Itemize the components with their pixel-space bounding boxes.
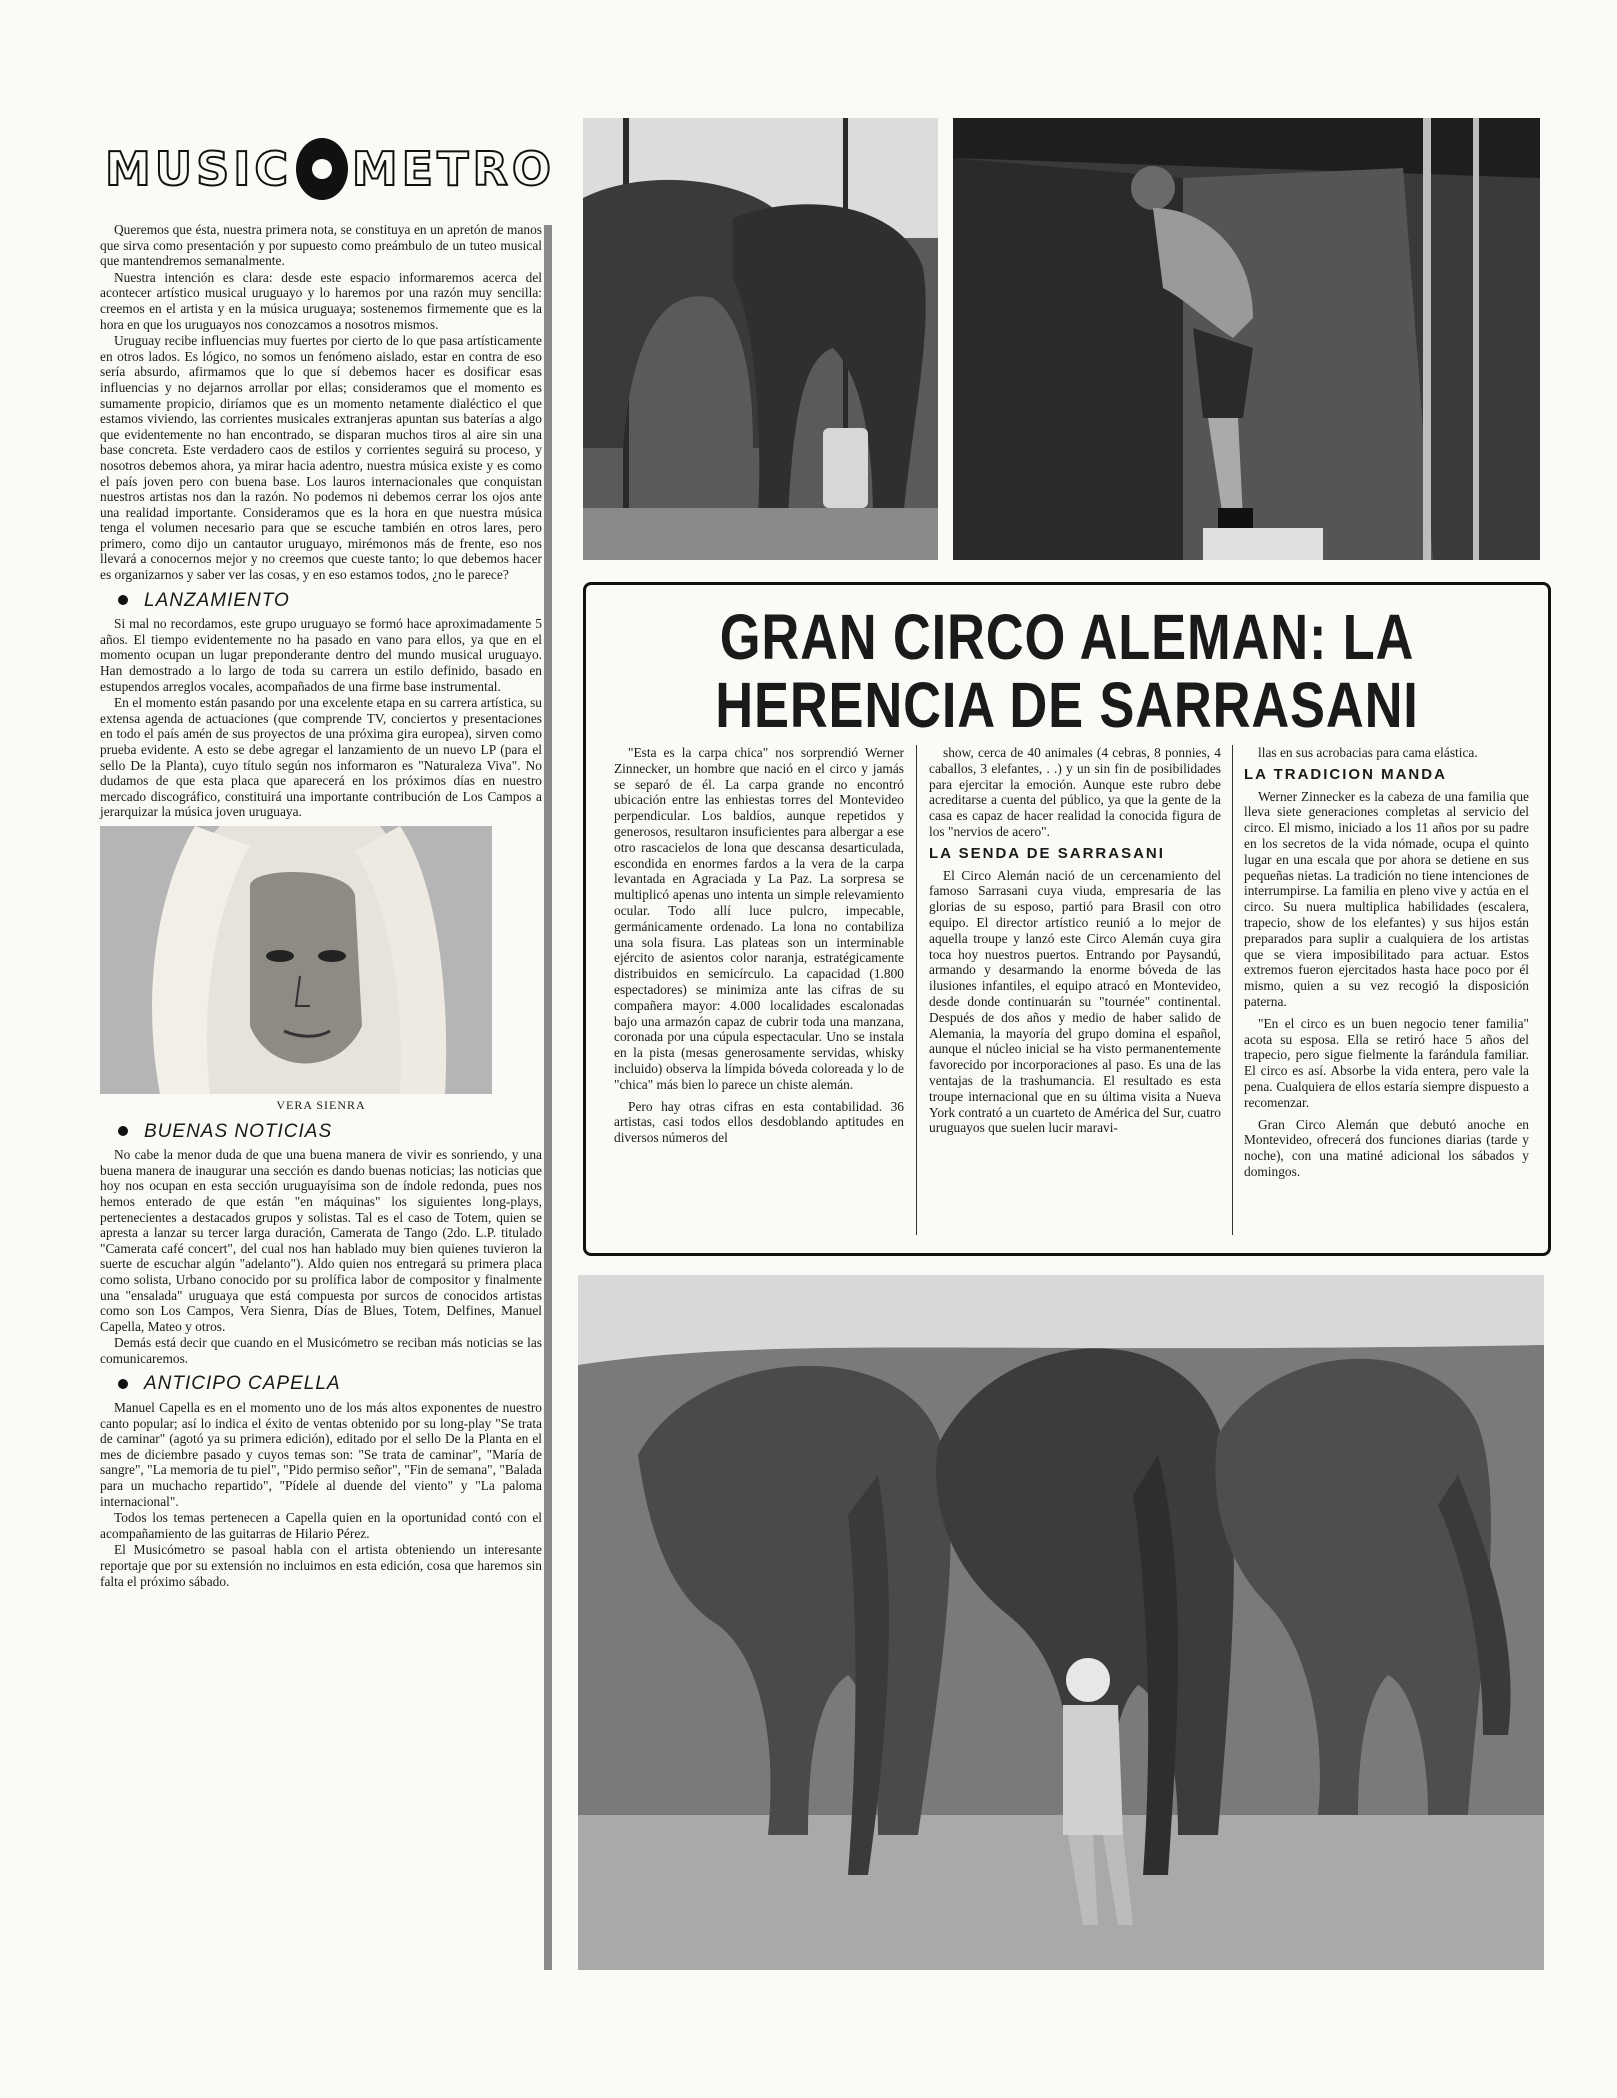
article-paragraph: "Esta es la carpa chica" nos sorprendió Werner Zinnecker, un hombre que nació en el circo y jamás se separó de él. La carpa grande no encontró ubicación entre las enhiestas torres del Montevideo perpendicular. Los baldíos, aunque repetidos y generosos, resultaron insuficientes para albergar a ese otro rascacielos de lona que descansa desarticulada, escondida en enormes fardos a la vera de la carpa levantada en Agraciada y La Paz. La sorpresa se multiplicó apenas uno intenta un simple relevamiento ocular. Todo allí luce pulcro, impecable, germánicamente ordenado. La lona no contabiliza una sola fisura. Las plateas son un interminable ejército de asientos color naranja, estratégicamente distribuidos en semicírculo. La capacidad (1.800 espectadores) se minimiza ante las cifras de su compañera mayor: 4.000 localidades escalonadas bajo una armazón capaz de cubrir toda una manzana, coronada por una cúpula espectacular. Uno se instala en la pista (mesas generosamente servidas, whisky incluido) observa la límpida bóveda coloreada y lo de "chica" más bien lo parece un chiste alemán. [614,745,904,1092]
article-paragraph: Pero hay otras cifras en esta contabilidad. 36 artistas, casi todos ellos desdoblando aptitudes en diversos números del [614,1098,904,1146]
section-heading-buenas-noticias [118,1120,542,1142]
article-paragraph: Gran Circo Alemán que debutó anoche en Montevideo, ofrecerá dos funciones diarias (tarde y noche), con una matiné adicional los sábados y domingos. [1244,1116,1529,1179]
section-paragraph: En el momento están pasando por una excelente etapa en su carrera artística, su extensa agenda de actuaciones (que comprende TV, conciertos y presentaciones en todo el país amén de sus proyectos de una próxima gira europea), sirven como prueba evidente. A esto se debe agregar el lanzamiento de un nuevo LP (para el sello De la Planta), cuyo título según nos informaron es "Naturaleza Viva". No dudamos de que esta placa que aparecerá en los próximos días en nuestro mercado discográfico, constituirá una importante contribución de Los Campos a jerarquizar la música joven uruguaya. [100,695,542,820]
masthead-music: MUSIC [105,142,293,196]
article-headline [673,603,1462,739]
column-rule [1232,745,1233,1235]
section-title: LANZAMIENTO [144,589,290,611]
article-paragraph: show, cerca de 40 animales (4 cebras, 8 ponnies, 4 caballos, 3 elefantes, . .) y un sin fin de posibilidades para ejercitar la emoción. Aunque este rubro debe acreditarse a cuenta del público, ya que la gente de la casa es capaz de hacer realidad la conocida figura de los "nervios de acero". [929,745,1221,839]
record-disc-icon [296,138,348,200]
photo-caption: VERA SIENRA [276,1097,366,1112]
article-column-3 [1244,745,1529,1186]
section-paragraph: Manuel Capella es en el momento uno de los más altos exponentes de nuestro canto popular; así lo indica el éxito de ventas obtenido por su long-play "Se trata de caminar" (agotó ya su primera edición), editado por el sello De la Planta en el mes de diciembre pasado y cuyos temas son: "Se trata de caminar", "María de sangre", "La memoria de tu piel", "Pido permiso señor", "Fin de semana", "Balada para un muchacho repartido", "Pídele al duende del viento" y "La paloma internacional". [100,1400,542,1509]
acrobat-trailer-photo [953,118,1540,560]
section-paragraph: Todos los temas pertenecen a Capella quien en la oportunidad contó con el acompañamiento de las guitarras de Hilario Pérez. [100,1510,542,1541]
bullet-icon [118,595,128,605]
intro-paragraph: Nuestra intención es clara: desde este espacio informaremos acerca del acontecer artístico musical uruguayo y lo haremos por una razón muy sencilla: creemos en el artista y en la música uruguaya; sostenemos firmemente que es la hora en que los uruguayos nos conozcamos a nosotros mismos. [100,269,542,332]
article-paragraph: "En el circo es un buen negocio tener familia" acota su esposa. Ella se retiró hace 5 años del trapecio, pero sigue fielmente la farándula familiar. El circo es así. Absorbe la vida entera, pero vale la pena. Cualquiera de ellos estaría siempre dispuesto a recomenzar. [1244,1015,1529,1110]
intro-paragraph: Uruguay recibe influencias muy fuertes por cierto de lo que pasa artísticamente en otros lados. Es lógico, no somos un fenómeno aislado, estar en contra de eso sería absurdo, afirmamos que lo que sí debemos hacer es dosificar esas influencias y no dejarnos arrollar por ellas; consideramos que el momento es sumamente propicio, diríamos que es un momento netamente dialéctico el que estamos viviendo, las corrientes musicales extranjeras apuntan sus baterías a algo que evidentemente no han encontrado, se disparan muchos tiros al aire sin una base concreta. Este verdadero caos de estilos y corrientes seguirá su proceso, y nosotros debemos ahora, ya mirar hacia adentro, nuestra música existe y es como el país joven pero con buena base. Los lauros internacionales que conquistan nuestros artistas nos dan la razón. No podemos ni debemos cerrar los ojos ante una realidad importante. Consideramos que es la hora en que nuestra música tenga el volumen necesario para que se escuche también en otros lares, pero primero, como dijo un cantautor uruguayo, mirémonos más de frente, eso nos llevará a conocernos mejor y no creemos que cueste tanto; lo que debemos hacer es organizarnos y saber ver las cosas, y en eso estamos todos, ¿no le parece? [100,333,542,583]
section-title: BUENAS NOTICIAS [144,1120,333,1142]
column-divider [544,225,552,1970]
musicometro-masthead [105,140,555,198]
section-paragraph: No cabe la menor duda de que una buena manera de vivir es sonriendo, y una buena manera de inaugurar una sección es dando buenas noticias; las noticias que hoy nos ocupan en esta sección uruguayísima son de índole redonda, pues nos hemos enterado de que están "en máquinas" los siguientes long-plays, pertenecientes a destacados grupos y solistas. Tal es el caso de Totem, quien se apresta a lanzar su tercer larga duración, Camerata de Tango (2do. L.P. titulado "Camerata café concert", del cual nos han hablado muy bien quienes tuvieron la suerte de escuchar algún "adelanto"). Aldo quien nos entregará su primera placa como solista, Urbano conocido por su prolífica labor de compositor y finalmente una "ensalada" uruguaya que está compuesta por surcos de conocidos artistas como son Los Campos, Vera Sienra, Días de Blues, Totem, Delfines, Manuel Capella, Mateo y otros. [100,1147,542,1334]
article-subheading: LA SENDA DE SARRASANI [929,844,1165,862]
headline-line-2: HERENCIA DE SARRASANI [715,669,1419,741]
elephants-drinking-photo [583,118,938,560]
section-paragraph: Demás está decir que cuando en el Musicómetro se reciban más noticias se las comunicaremos. [100,1335,542,1366]
article-paragraph: Werner Zinnecker es la cabeza de una familia que lleva siete generaciones completas al servicio del circo. El mismo, iniciado a los 11 años por su padre en los secretos de la vida nómade, ocupa el quinto lugar en una escala que por ahora se detiene en sus pequeñas nietas. La tradición no tiene intenciones de interrumpirse. La familia en pleno vive y actúa en el circo. Su nuera multiplica habilidades (escalera, trapecio, show de los elefantes) y sus hijos están preparados para suplir a cualquiera de los artistas que se viera imposibilitado para actuar. Estos extremos fueron ejercitados hasta hace poco por él mismo, quien a su vez recogió la disposición paterna. [1244,788,1529,1009]
vera-sienra-photo [100,826,492,1094]
section-heading-anticipo-capella [118,1373,542,1395]
section-title: ANTICIPO CAPELLA [144,1373,341,1395]
column-rule [916,745,917,1235]
bullet-icon [118,1126,128,1136]
section-heading-lanzamiento [118,589,542,611]
article-subheading: LA TRADICION MANDA [1244,765,1447,783]
section-paragraph: El Musicómetro se pasoal habla con el artista obteniendo un interesante reportaje que por su extensión no incluimos en esta edición, cosa que haremos sin falta el próximo sábado. [100,1542,542,1589]
article-paragraph: llas en sus acrobacias para cama elástica. [1258,745,1478,760]
article-paragraph: El Circo Alemán nació de un cercenamiento del famoso Sarrasani cuya viuda, empresaria de las glorias de su esposo, partió para Brasil con otro equipo. El director artístico reunió a lo mejor de aquella troupe y lanzó este Circo Alemán cuya gira toca hoy nuestros puertos. Entrando por Paysandú, armando y desarmando la enorme bóveda de las ilusiones infantiles, el equipo atracó en Montevideo, desde donde continuarán su "tournée" continental. Después de dos años y medio de haber salido de Alemania, la mayoría del grupo domina el español, aunque el núcleo inicial se ha visto permanentemente favorecido por incorporaciones al paso. Es una de las ventajas de la trashumancia. El resultado es esta troupe internacional que en su última visita a Nueva York contrató a un cuarteto de América del Sur, cuatro uruguayos que suelen lucir maravi- [929,867,1221,1136]
bullet-icon [118,1379,128,1389]
section-paragraph: Si mal no recordamos, este grupo uruguayo se formó hace aproximadamente 5 años. El tiempo evidentemente no ha pasado en vano para ellos, ya que en el momento ocupan un lugar preponderante dentro del mundo musical uruguayo. Han demostrado a lo largo de toda su carrera un estilo definido, basado en estupendos arreglos vocales, acompañados de una firme base instrumental. [100,616,542,694]
musicometro-column [100,222,542,1590]
masthead-metro: METRO [351,142,555,196]
article-column-1 [614,745,904,1152]
article-box [583,582,1551,1256]
intro-paragraph: Queremos que ésta, nuestra primera nota, se constituya en un apretón de manos que sirva como presentación y por supuesto como preámbulo de un tuteo musical que mantendremos semanalmente. [100,222,542,269]
article-column-2 [929,745,1221,1142]
elephants-and-child-photo [578,1275,1544,1970]
headline-line-1: GRAN CIRCO ALEMAN: LA [719,601,1415,673]
